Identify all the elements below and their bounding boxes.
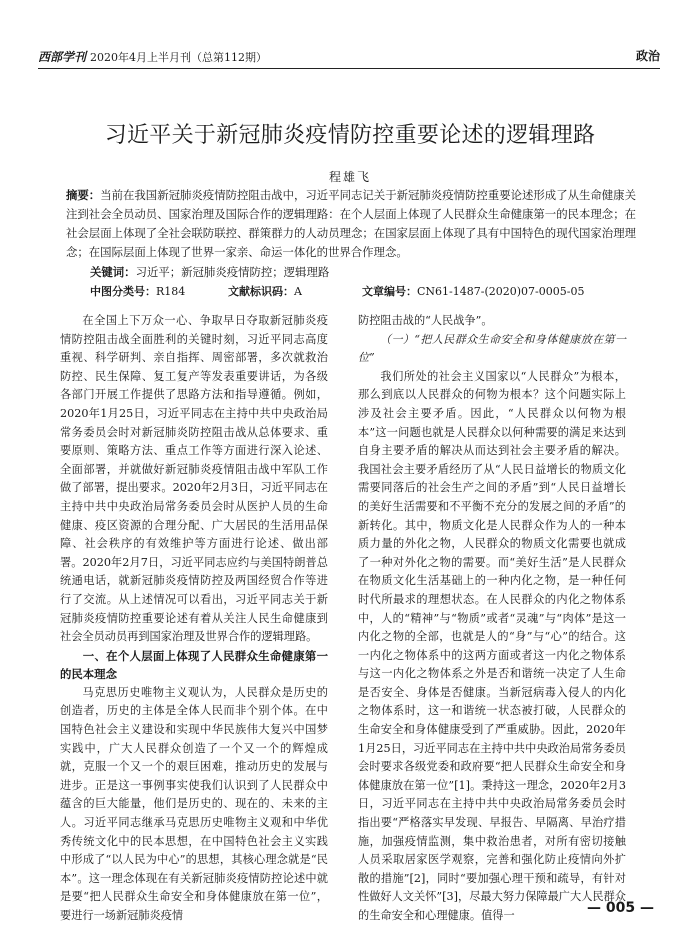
abstract-text: 当前在我国新冠肺炎疫情防控阻击战中，习近平同志记关于新冠肺炎疫情防控重要论述形成了从生命健康关注到社会全员动员、国家治理及国际合作的逻辑理路：在个人层面上体现了人民群众生命健康第一的民本理念；在社会层面上体现了全社会联防联控、群策群力的人动员理念；在国家层面上体现了具有中国特色的现代国家治理理念；在国际层面上体现了世界一家亲、命运一体化的世界合作理念。: [66, 188, 636, 259]
subsection-heading-1: （一）“把人民群众生命安全和身体健康放在第一位”: [358, 332, 626, 365]
abstract: [66, 186, 636, 262]
article-number-label: 文章编号：: [362, 285, 417, 298]
issue-info: 2020年4月上半月刊（总第112期）: [90, 51, 268, 64]
header-rule: [38, 68, 660, 69]
keywords: [90, 264, 630, 280]
section-1-paragraph: 马克思历史唯物主义观认为，人民群众是历史的创造者，历史的主体是全体人民而非个别个体。在中国特色社会主义建设和实现中华民族伟大复兴中国梦实践中，广大人民群众创造了一个又一个的辉煌成就，克服一个又一个的艰巨困难，推动历史的发展与进步。正是这一事例事实使我们认识到了人民群众中蕴含的巨大能量，他们是历史的、现在的、未来的主人。习近平同志继承马克思历史唯物主义观和中华优秀传统文化中的民本思想，在中国特色社会主义实践中形成了“以人民为中心”的思想，其核心理念就是“民本”。这一理念体现在有关新冠肺炎疫情防控论述中就是要“把人民群众生命安全和身体健康放在第一位”，要进行一场新冠肺炎疫情: [60, 685, 328, 922]
section-heading-1: 一、在个人层面上体现了人民群众生命健康第一的民本理念: [60, 648, 328, 682]
article-number: [362, 283, 584, 299]
article-title: 习近平关于新冠肺炎疫情防控重要论述的逻辑理路: [104, 123, 596, 148]
clc-label: 中图分类号：: [90, 285, 156, 298]
subsection-1-paragraph: 我们所处的社会主义国家以“人民群众”为根本，那么到底以人民群众的何物为根本？这个问题实际上涉及社会主要矛盾。因此，“人民群众以何物为根本”这一问题也就是人民群众以何种需要的满足来达到自身主要矛盾的解决从而达到社会主要矛盾的解决。我国社会主要矛盾经历了从“人民日益增长的物质文化需要同落后的社会生产之间的矛盾”到“人民日益增长的美好生活需要和不平衡不充分的发展之间的矛盾”的新转化。其中，物质文化是人民群众作为人的一种本质力量的外化之物，人民群众的物质文化需要也就成了一种对外化之物的需要。而“美好生活”是人民群众在物质文化生活基础上的一种内化之物，是一种任何时代所最求的理想状态。在人民群众的内化之物体系中，人的“精神”与“物质”或者“灵魂”与“肉体”是这一内化之物的全部，也就是人的“身”与“心”的结合。这一内化之物体系中的这两方面或者这一内化之物体系与这一内化之物体系之外是否和谐统一决定了人生命是否安全、身体是否健康。当新冠病毒入侵人的内化之物体系时，这一和谐统一状态被打破，人民群众的生命安全和身体健康受到了严重威胁。因此，2020年1月25日，习近平同志在主持中共中央政治局常务委员会时要求各级党委和政府要“把人民群众生命安全和身体健康放在第一位”[1]。秉持这一理念，2020年2月3日，习近平同志在主持中共中央政治局常务委员会时指出要“严格落实早发现、早报告、早隔离、早治疗措施，加强疫情监测，集中救治患者，对所有密切接触人员采取居家医学观察，完善和强化防止疫情向外扩散的措施”[2]，同时“要加强心理干预和疏导，有针对性做好人文关怀”[3]，尽最大努力保障最广大人民群众的生命安全和心理健康。值得一: [358, 369, 626, 922]
header-left: [38, 48, 267, 65]
section-label: 政治: [635, 49, 660, 63]
left-column: [60, 312, 328, 926]
journal-name: 西部学刊: [38, 50, 87, 64]
running-header: [38, 44, 660, 70]
page-number: — 005 —: [587, 900, 654, 916]
continued-paragraph: 防控阻击战的“人民战争”。: [358, 314, 493, 327]
keywords-text: 习近平；新冠肺炎疫情防控；逻辑理路: [135, 265, 330, 279]
clc-number: [90, 283, 185, 299]
right-column: [358, 312, 626, 926]
doc-code-label: 文献标识码：: [228, 285, 294, 298]
keywords-label: 关键词：: [90, 265, 136, 279]
intro-paragraph: 在全国上下万众一心、争取早日夺取新冠肺炎疫情防控阻击战全面胜利的关键时刻，习近平同志高度重视、科学研判、亲自指挥、周密部署，多次就救治防控、民生保障、复工复产等发表重要讲话，为各级各部门开展工作提供了思路方法和指导遵循。例如，2020年1月25日，习近平同志在主持中共中央政治局常务委员会时对新冠肺炎防控阻击战从总体要求、重要原则、策略方法、重点工作等方面进行深入论述、全面部署，并就做好新冠肺炎疫情阻击战中军队工作做了部署，提出要求。2020年2月3日，习近平同志在主持中共中央政治局常务委员会时从医护人员的生命健康、疫区资源的合理分配、广大居民的生活用品保障、社会秩序的有效维护等方面进行论述、做出部署。2020年2月7日，习近平同志应约与美国特朗普总统通电话，就新冠肺炎疫情防控及两国经贸合作等进行了交流。从上述情况可以看出，习近平同志关于新冠肺炎疫情防控重要论述有着从关注人民生命健康到社会全员动员再到国家治理及世界合作的逻辑理路。: [60, 314, 328, 644]
article-author: 程雄飞: [328, 170, 371, 184]
doc-code: [228, 283, 302, 299]
doc-code-value: A: [294, 285, 302, 298]
article-number-value: CN61-1487-(2020)07-0005-05: [417, 285, 585, 298]
abstract-label: 摘要：: [66, 188, 101, 202]
clc-value: R184: [156, 285, 186, 298]
